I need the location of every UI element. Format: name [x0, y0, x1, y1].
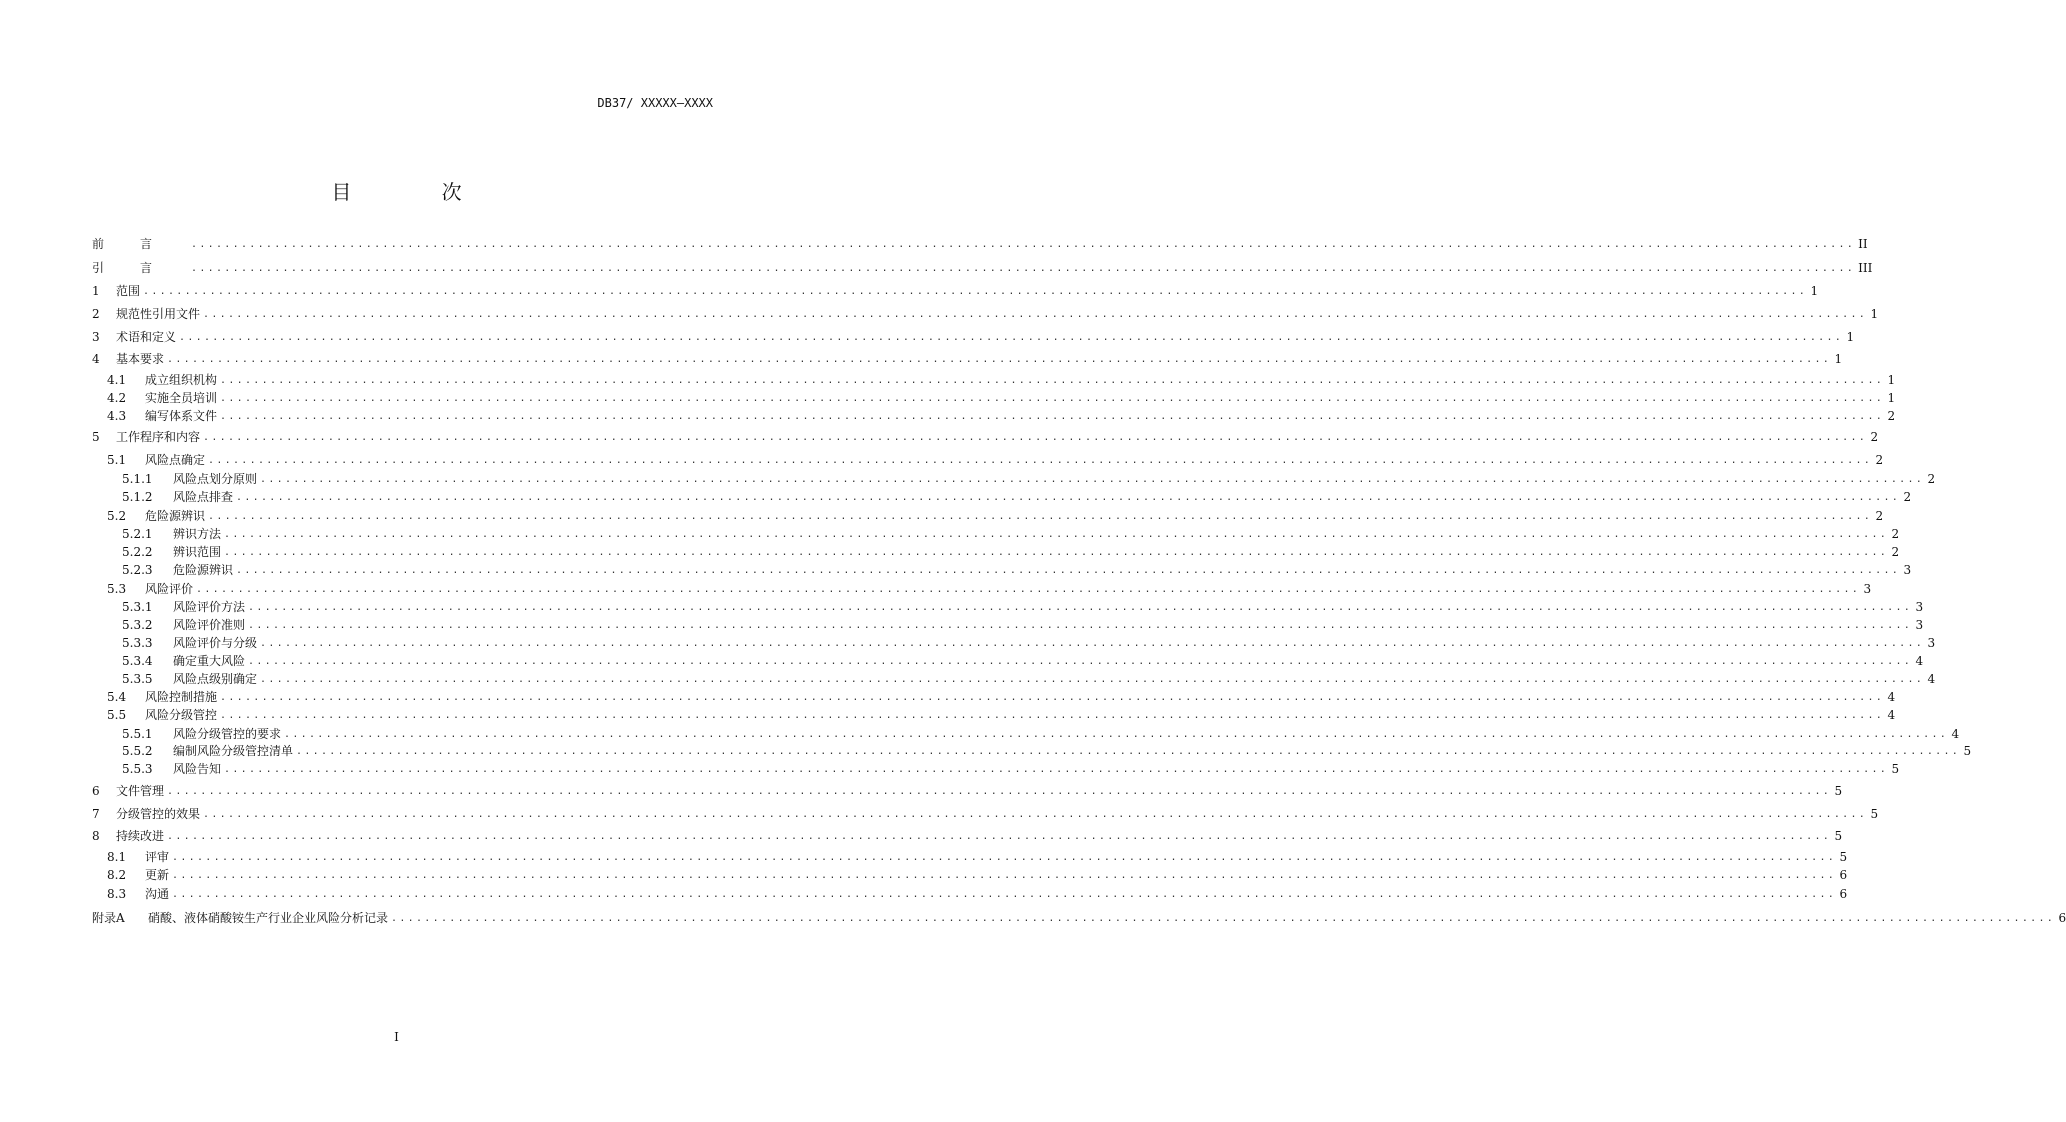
toc-entry[interactable]: [122, 635, 1936, 652]
toc-entry-number: 8: [92, 829, 100, 843]
dot-leader: ........................................................................................................................................................................................................: [284, 729, 1949, 740]
dot-leader: ........................................................................................................................................................................................................: [172, 870, 1837, 881]
toc-entry-number: 5.5: [107, 708, 127, 722]
page-number: I: [394, 1030, 399, 1044]
toc-entry-number: 8.1: [107, 850, 127, 864]
dot-leader: ........................................................................................................................................................................................................: [208, 455, 1873, 466]
toc-entry-page: 5: [1834, 784, 1843, 798]
toc-entry-page: 2: [1903, 490, 1912, 504]
dot-leader: ........................................................................................................................................................................................................: [167, 786, 1832, 797]
toc-entry[interactable]: [92, 306, 1879, 323]
toc-entry-label: 硝酸、液体硝酸铵生产行业企业风险分析记录: [148, 911, 389, 925]
toc-entry-label: 引言: [92, 261, 189, 275]
toc-entry[interactable]: [92, 429, 1879, 446]
toc-entry[interactable]: [92, 260, 1873, 277]
toc-entry-page: 1: [1810, 284, 1819, 298]
toc-entry[interactable]: [122, 471, 1936, 488]
toc-entry-number: 5.2.3: [122, 563, 153, 577]
toc-entry-page: 6: [1839, 868, 1848, 882]
toc-entry-number: 5.2.1: [122, 527, 153, 541]
toc-entry[interactable]: [107, 408, 1896, 425]
toc-entry[interactable]: [107, 372, 1896, 389]
dot-leader: ........................................................................................................................................................................................................: [248, 620, 1913, 631]
toc-entry-number: 1: [92, 284, 100, 298]
toc-entry[interactable]: [107, 849, 1848, 866]
toc-entry-number: 5.4: [107, 690, 127, 704]
toc-entry-number: 5.1.1: [122, 472, 153, 486]
toc-entry-number: 3: [92, 330, 100, 344]
toc-entry-label: 分级管控的效果: [116, 807, 201, 821]
toc-entry-number: 5.3.4: [122, 654, 153, 668]
dot-leader: ........................................................................................................................................................................................................: [191, 263, 1856, 274]
toc-entry-label: 风险评价准则: [173, 618, 246, 632]
dot-leader: ........................................................................................................................................................................................................: [179, 332, 1844, 343]
toc-entry-label: 确定重大风险: [173, 654, 246, 668]
dot-leader: ........................................................................................................................................................................................................: [248, 656, 1913, 667]
toc-entry-page: III: [1858, 261, 1873, 275]
toc-entry-number: 8.3: [107, 887, 127, 901]
toc-entry-label: 风险告知: [173, 762, 222, 776]
dot-leader: ........................................................................................................................................................................................................: [167, 831, 1832, 842]
toc-entry-number: 4.2: [107, 391, 127, 405]
dot-leader: ........................................................................................................................................................................................................: [203, 432, 1868, 443]
toc-entry[interactable]: [122, 743, 1972, 760]
toc-entry-page: 4: [1951, 727, 1960, 741]
toc-entry[interactable]: [107, 581, 1872, 598]
dot-leader: ........................................................................................................................................................................................................: [143, 286, 1808, 297]
dot-leader: ........................................................................................................................................................................................................: [224, 529, 1889, 540]
toc-entry-page: 1: [1870, 307, 1879, 321]
toc-entry-page: 3: [1915, 618, 1924, 632]
toc-entry[interactable]: [122, 544, 1900, 561]
toc-entry-label: 前言: [92, 237, 189, 251]
toc-entry[interactable]: [92, 910, 2066, 927]
toc-entry-label: 风险评价与分级: [173, 636, 258, 650]
toc-entry[interactable]: [122, 617, 1924, 634]
toc-entry-page: 4: [1927, 672, 1936, 686]
toc-entry-label: 风险评价: [145, 582, 194, 596]
toc-entry-number: 5.2: [107, 509, 127, 523]
toc-entry[interactable]: [107, 867, 1848, 884]
toc-entry[interactable]: [92, 351, 1843, 368]
toc-entry-page: 2: [1891, 527, 1900, 541]
dot-leader: ........................................................................................................................................................................................................: [296, 746, 1961, 757]
toc-entry-page: 1: [1887, 373, 1896, 387]
toc-entry-label: 风险分级管控: [145, 708, 218, 722]
dot-leader: ........................................................................................................................................................................................................: [236, 492, 1901, 503]
toc-entry-label: 编制风险分级管控清单: [173, 744, 294, 758]
toc-entry[interactable]: [107, 452, 1884, 469]
toc-entry-label: 风险评价方法: [173, 600, 246, 614]
dot-leader: ........................................................................................................................................................................................................: [391, 913, 2056, 924]
toc-entry[interactable]: [107, 508, 1884, 525]
toc-entry-label: 辨识方法: [173, 527, 222, 541]
toc-entry-number: 5.1: [107, 453, 127, 467]
dot-leader: ........................................................................................................................................................................................................: [260, 638, 1925, 649]
toc-entry-page: 4: [1915, 654, 1924, 668]
toc-entry[interactable]: [122, 761, 1900, 778]
toc-entry-page: 6: [1839, 887, 1848, 901]
toc-entry[interactable]: [92, 236, 1868, 253]
toc-entry-page: 3: [1927, 636, 1936, 650]
toc-entry-page: 3: [1903, 563, 1912, 577]
toc-entry-page: 1: [1887, 391, 1896, 405]
toc-entry[interactable]: [122, 526, 1900, 543]
toc-entry[interactable]: [92, 806, 1879, 823]
dot-leader: ........................................................................................................................................................................................................: [172, 852, 1837, 863]
toc-entry[interactable]: [92, 828, 1843, 845]
dot-leader: ........................................................................................................................................................................................................: [203, 809, 1868, 820]
toc-entry-number: 5.5.3: [122, 762, 153, 776]
toc-entry-label: 工作程序和内容: [116, 430, 201, 444]
toc-entry[interactable]: [107, 689, 1896, 706]
dot-leader: ........................................................................................................................................................................................................: [260, 674, 1925, 685]
toc-entry-number: 4.3: [107, 409, 127, 423]
toc-entry-page: 2: [1870, 430, 1879, 444]
toc-entry[interactable]: [92, 783, 1843, 800]
toc-entry-number: 5.3.2: [122, 618, 153, 632]
dot-leader: ........................................................................................................................................................................................................: [203, 309, 1868, 320]
dot-leader: ........................................................................................................................................................................................................: [220, 411, 1885, 422]
toc-entry-number: 5.3: [107, 582, 127, 596]
toc-entry-label: 风险点确定: [145, 453, 206, 467]
toc-entry-label: 成立组织机构: [145, 373, 218, 387]
dot-leader: ........................................................................................................................................................................................................: [220, 710, 1885, 721]
dot-leader: ........................................................................................................................................................................................................: [191, 239, 1856, 250]
toc-entry[interactable]: [107, 390, 1896, 407]
toc-entry-label: 文件管理: [116, 784, 165, 798]
toc-entry-label: 危险源辨识: [145, 509, 206, 523]
toc-entry-label: 沟通: [145, 887, 170, 901]
toc-entry-label: 实施全员培训: [145, 391, 218, 405]
toc-entry-page: 3: [1863, 582, 1872, 596]
dot-leader: ........................................................................................................................................................................................................: [220, 375, 1885, 386]
dot-leader: ........................................................................................................................................................................................................: [260, 474, 1925, 485]
dot-leader: ........................................................................................................................................................................................................: [172, 889, 1837, 900]
toc-entry-number: 7: [92, 807, 100, 821]
toc-entry-label: 更新: [145, 868, 170, 882]
toc-entry-number: 5.2.2: [122, 545, 153, 559]
toc-entry-number: 附录A: [92, 911, 125, 925]
toc-entry[interactable]: [92, 329, 1855, 346]
dot-leader: ........................................................................................................................................................................................................: [220, 692, 1885, 703]
toc-entry-page: 3: [1915, 600, 1924, 614]
dot-leader: ........................................................................................................................................................................................................: [236, 565, 1901, 576]
toc-entry[interactable]: [92, 283, 1819, 300]
toc-entry-number: 2: [92, 307, 100, 321]
toc-entry[interactable]: [122, 726, 1960, 743]
toc-entry-number: 5: [92, 430, 100, 444]
toc-entry-label: 风险点排查: [173, 490, 234, 504]
toc-entry-page: 1: [1846, 330, 1855, 344]
toc-entry[interactable]: [122, 489, 1912, 506]
toc-entry-label: 辨识范围: [173, 545, 222, 559]
toc-entry[interactable]: [122, 653, 1924, 670]
dot-leader: ........................................................................................................................................................................................................: [224, 547, 1889, 558]
toc-entry[interactable]: [107, 886, 1848, 903]
toc-entry-page: 2: [1875, 453, 1884, 467]
toc-entry-label: 评审: [145, 850, 170, 864]
document-code: DB37/ XXXXX—XXXX: [597, 96, 713, 110]
toc-entry-page: 2: [1875, 509, 1884, 523]
toc-entry-page: 4: [1887, 708, 1896, 722]
toc-entry-label: 规范性引用文件: [116, 307, 201, 321]
toc-entry-page: 2: [1927, 472, 1936, 486]
toc-entry-page: 4: [1887, 690, 1896, 704]
toc-entry-label: 危险源辨识: [173, 563, 234, 577]
toc-entry-number: 5.3.1: [122, 600, 153, 614]
toc-entry-page: 6: [2058, 911, 2066, 925]
toc-entry-number: 8.2: [107, 868, 127, 882]
toc-entry-label: 基本要求: [116, 352, 165, 366]
toc-entry-number: 5.1.2: [122, 490, 153, 504]
toc-entry-label: 风险点划分原则: [173, 472, 258, 486]
toc-entry-page: 5: [1963, 744, 1972, 758]
toc-entry-label: 编写体系文件: [145, 409, 218, 423]
dot-leader: ........................................................................................................................................................................................................: [167, 354, 1832, 365]
toc-entry-number: 4.1: [107, 373, 127, 387]
toc-entry-page: 1: [1834, 352, 1843, 366]
toc-entry-label: 风险点级别确定: [173, 672, 258, 686]
toc-entry-number: 4: [92, 352, 100, 366]
toc-entry-label: 术语和定义: [116, 330, 177, 344]
toc-entry-label: 风险分级管控的要求: [173, 727, 282, 741]
toc-entry-page: II: [1858, 237, 1868, 251]
page-title: 目 次: [331, 180, 504, 204]
toc-entry-label: 持续改进: [116, 829, 165, 843]
toc-entry[interactable]: [122, 599, 1924, 616]
toc-entry-number: 5.3.5: [122, 672, 153, 686]
toc-entry-number: 6: [92, 784, 100, 798]
toc-entry-label: 范围: [116, 284, 141, 298]
toc-entry-page: 5: [1891, 762, 1900, 776]
toc-entry-number: 5.5.2: [122, 744, 153, 758]
toc-entry-page: 5: [1834, 829, 1843, 843]
toc-entry-page: 2: [1887, 409, 1896, 423]
toc-entry-page: 5: [1839, 850, 1848, 864]
toc-entry[interactable]: [122, 671, 1936, 688]
toc-entry-number: 5.3.3: [122, 636, 153, 650]
dot-leader: ........................................................................................................................................................................................................: [224, 764, 1889, 775]
toc-entry-number: 5.5.1: [122, 727, 153, 741]
dot-leader: ........................................................................................................................................................................................................: [208, 511, 1873, 522]
dot-leader: ........................................................................................................................................................................................................: [196, 584, 1861, 595]
dot-leader: ........................................................................................................................................................................................................: [248, 602, 1913, 613]
toc-entry-page: 2: [1891, 545, 1900, 559]
dot-leader: ........................................................................................................................................................................................................: [220, 393, 1885, 404]
toc-entry-label: 风险控制措施: [145, 690, 218, 704]
toc-entry[interactable]: [122, 562, 1912, 579]
toc-entry-page: 5: [1870, 807, 1879, 821]
toc-entry[interactable]: [107, 707, 1896, 724]
